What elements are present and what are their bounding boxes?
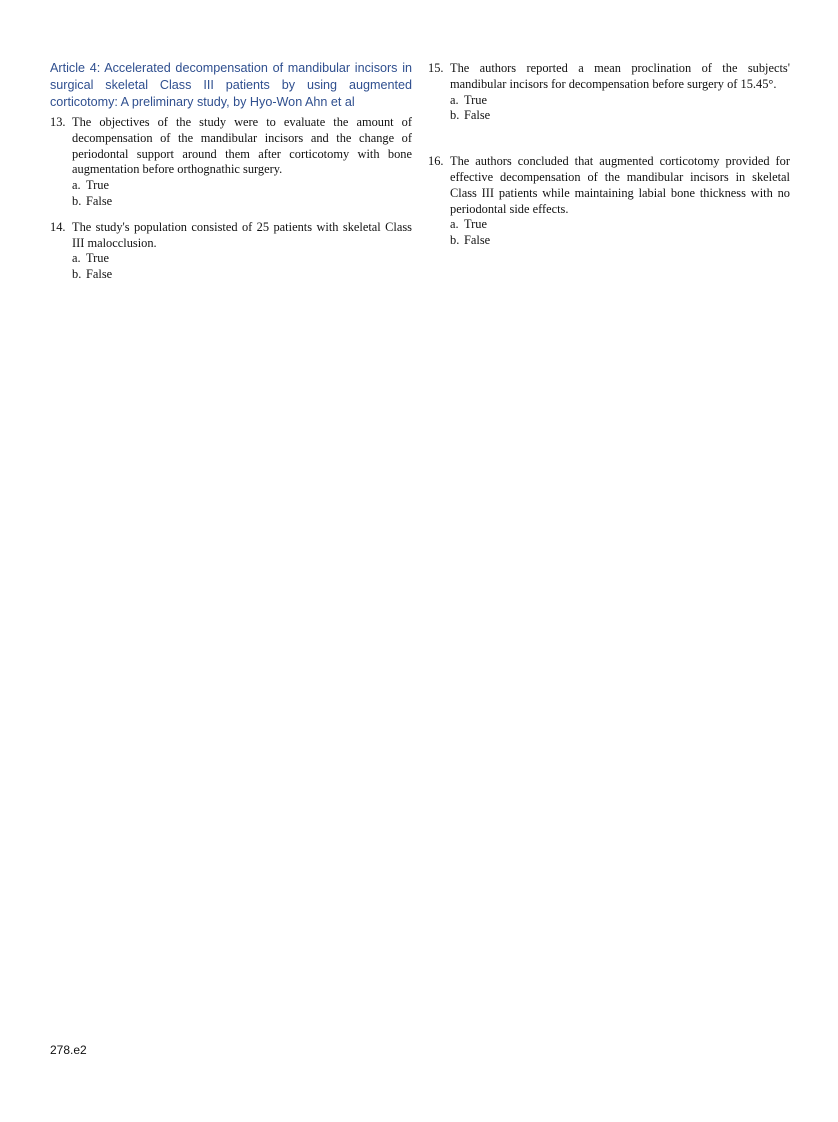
article-heading: Article 4: Accelerated decompensation of mandibular incisors in surgical skeletal Class III patients by using augmented corticotomy: A preliminary study, by Hyo-Won Ahn et al [50,61,412,109]
option-false [72,194,412,210]
question-text: The study's population consisted of 25 patients with skeletal Class III malocclusion. [72,219,412,250]
question-text: The authors concluded that augmented corticotomy provided for effective decompensation of the mandibular incisors in skeletal Class III patients while maintaining labial bone thickness with no periodontal side effects. [450,154,790,216]
option-label: False [464,108,491,123]
option-label: False [86,267,113,282]
page-number: 278.e2 [50,1043,87,1057]
option-false [72,267,412,283]
option-true [72,178,412,194]
question-15 [428,61,790,124]
option-label: False [464,233,491,248]
question-text: The objectives of the study were to evaluate the amount of decompensation of the mandibular incisors and the change of periodontal support around them after corticotomy with bone augmentation before orthognathic surgery. [72,115,412,177]
option-true [72,251,412,267]
question-text: The authors reported a mean proclination of the subjects' mandibular incisors for decompensation before surgery of 15.45°. [450,61,790,91]
option-label: True [86,178,109,193]
option-false [450,108,790,124]
right-column [428,60,790,249]
left-column [50,60,412,283]
option-false [450,233,790,249]
question-14 [50,220,412,283]
option-letter: a. [450,92,459,107]
option-label: False [86,193,113,208]
option-letter: b. [72,193,82,208]
question-number: 16. [428,154,444,169]
option-label: True [464,217,487,232]
option-true [450,93,790,109]
question-16 [428,154,790,249]
option-letter: a. [72,178,81,193]
option-label: True [86,251,109,266]
option-letter: b. [450,233,460,248]
option-true [450,217,790,233]
question-number: 15. [428,61,444,75]
question-13 [50,115,412,210]
option-letter: b. [450,108,460,123]
question-number: 13. [50,115,66,129]
option-label: True [464,92,487,107]
option-letter: a. [450,217,459,232]
option-letter: a. [72,251,81,266]
option-letter: b. [72,267,82,282]
question-number: 14. [50,219,66,234]
